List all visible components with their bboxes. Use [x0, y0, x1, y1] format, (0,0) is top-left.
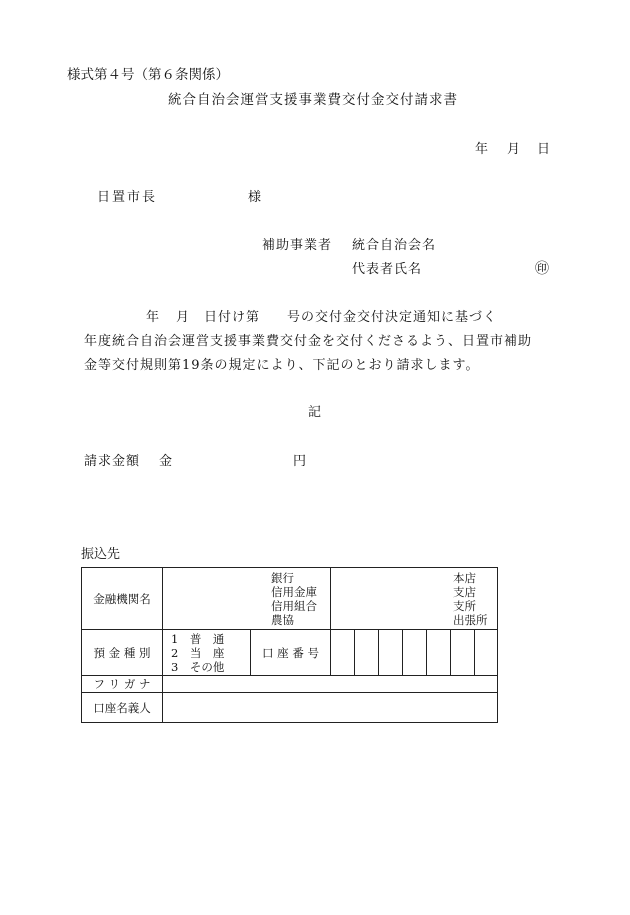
branch-type: 出張所	[453, 612, 488, 627]
document-title: 統合自治会運営支援事業費交付金交付請求書	[168, 92, 458, 108]
deposit-option-checking[interactable]: 2 当 座	[171, 645, 225, 660]
account-holder-label-cell	[82, 693, 163, 723]
date-year-label: 年	[475, 142, 489, 157]
branch-name-field[interactable]	[331, 568, 498, 630]
furigana-label-cell	[82, 676, 163, 693]
body-month: 月	[176, 310, 190, 325]
deposit-type-field[interactable]	[163, 630, 251, 676]
institution-label-cell	[82, 568, 163, 630]
account-number-label-cell	[251, 630, 331, 676]
form-number: 様式第４号（第６条関係）	[67, 67, 229, 83]
account-digit-box[interactable]	[427, 630, 451, 676]
account-digit-box[interactable]	[403, 630, 427, 676]
furigana-field[interactable]	[163, 676, 498, 693]
deposit-type-label: 預 金 種 別	[93, 645, 151, 660]
deposit-option-ordinary[interactable]: 1 普 通	[171, 631, 225, 646]
body-year: 年	[146, 310, 160, 325]
representative-label: 代表者氏名	[352, 262, 423, 277]
body-date-ref: 日付け第	[204, 310, 261, 325]
institution-type: 農協	[271, 612, 294, 627]
institution-name-field[interactable]	[163, 568, 331, 630]
body-line-2: 年度統合自治会運営支援事業費交付金を交付くださるよう、日置市補助	[84, 334, 533, 349]
body-decision-ref: 号の交付金交付決定通知に基づく	[287, 310, 498, 325]
amount-unit: 円	[293, 454, 307, 469]
bank-transfer-table	[81, 567, 498, 723]
deposit-option-other[interactable]: 3 その他	[171, 659, 225, 674]
account-number-label: 口 座 番 号	[262, 645, 319, 660]
amount-label: 請求金額	[84, 454, 141, 469]
deposit-type-list	[163, 632, 250, 674]
body-line-3: 金等交付規則第19条の規定により、下記のとおり請求します。	[84, 358, 480, 373]
account-digit-box[interactable]	[451, 630, 475, 676]
account-digit-box[interactable]	[331, 630, 355, 676]
amount-prefix: 金	[159, 454, 173, 469]
date-month-label: 月	[507, 142, 521, 157]
account-digit-box[interactable]	[355, 630, 379, 676]
account-holder-field[interactable]	[163, 693, 498, 723]
transfer-heading: 振込先	[81, 547, 121, 562]
institution-type: 信用金庫	[271, 584, 317, 599]
account-holder-label: 口座名義人	[93, 700, 151, 715]
org-name-label: 統合自治会名	[352, 238, 437, 253]
date-day-label: 日	[537, 142, 551, 157]
deposit-type-label-cell	[82, 630, 163, 676]
seal-mark: ㊞	[535, 261, 549, 277]
institution-type: 信用組合	[271, 598, 317, 613]
addressee-honorific: 様	[248, 190, 262, 205]
institution-type-list	[163, 571, 330, 627]
furigana-label: フ リ ガ ナ	[93, 677, 151, 691]
institution-label: 金融機関名	[93, 591, 151, 606]
addressee-name: 日置市長	[97, 190, 158, 205]
account-digit-box[interactable]	[379, 630, 403, 676]
branch-type-list	[331, 571, 497, 627]
ki-marker: 記	[308, 405, 322, 420]
institution-type: 銀行	[271, 570, 294, 585]
account-digit-box[interactable]	[475, 630, 498, 676]
branch-type: 支店	[453, 584, 476, 599]
applicant-label: 補助事業者	[262, 238, 333, 253]
branch-type: 支所	[453, 598, 476, 613]
branch-type: 本店	[453, 570, 476, 585]
